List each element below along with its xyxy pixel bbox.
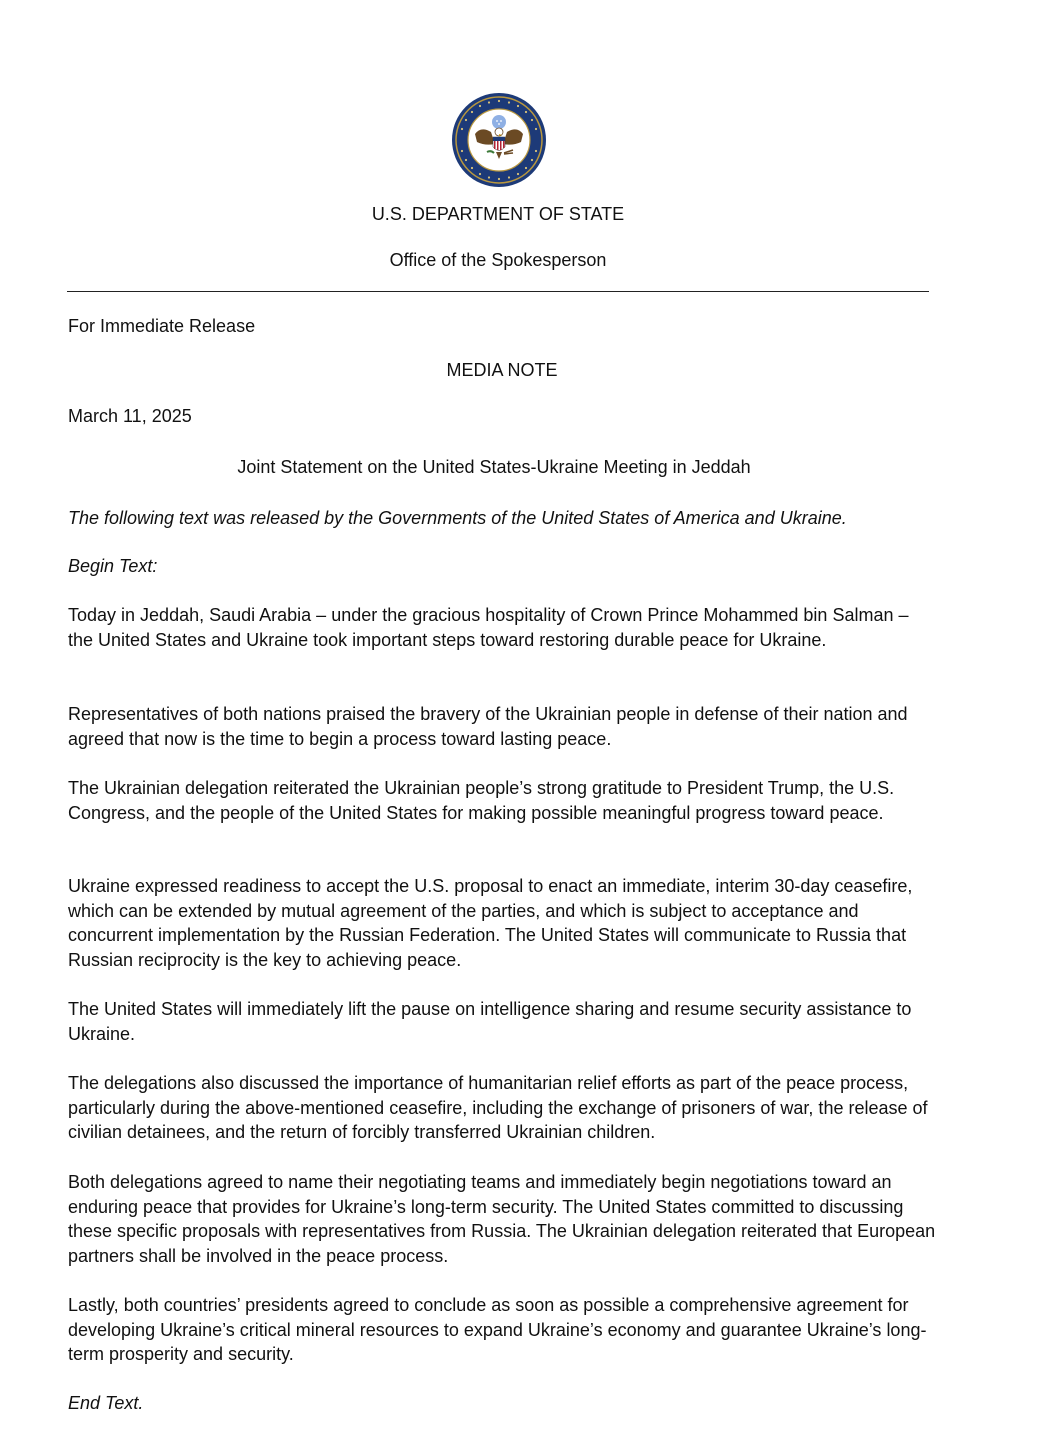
statement-title: Joint Statement on the United States-Ukraine Meeting in Jeddah (237, 457, 751, 477)
end-text-marker: End Text. (68, 1393, 144, 1413)
department-heading: U.S. DEPARTMENT OF STATE (371, 204, 625, 224)
department-of-state-seal-icon (451, 92, 547, 188)
body-paragraph: Ukraine expressed readiness to accept the U.S. proposal to enact an immediate, interim 30-day ceasefire, which can be extended by mutual agreement of the parties, and which is subject to acceptance and concurrent implementation by the Russian Federation. The United States will communicate to Russia that Russian reciprocity is the key to achieving peace. (68, 876, 913, 970)
body-paragraph: Representatives of both nations praised the bravery of the Ukrainian people in defense of their nation and agreed that now is the time to begin a process toward lasting peace. (68, 704, 908, 749)
body-paragraph: The United States will immediately lift the pause on intelligence sharing and resume security assistance to Ukraine. (68, 999, 912, 1044)
body-paragraph: Today in Jeddah, Saudi Arabia – under the gracious hospitality of Crown Prince Mohammed bin Salman – the United States and Ukraine took important steps toward restoring durable peace for Ukraine. (68, 605, 909, 650)
begin-text-marker: Begin Text: (68, 556, 158, 576)
note-type: MEDIA NOTE (446, 360, 558, 380)
body-paragraph: The Ukrainian delegation reiterated the Ukrainian people’s strong gratitude to President Trump, the U.S. Congress, and the people of the United States for making possible meaningful progress toward peace. (68, 778, 895, 823)
body-paragraph: Lastly, both countries’ presidents agreed to conclude as soon as possible a comprehensive agreement for developing Ukraine’s critical mineral resources to expand Ukraine’s economy and guarantee Ukraine’s long-term prosperity and security. (68, 1295, 927, 1364)
office-heading: Office of the Spokesperson (389, 250, 607, 270)
intro-text: The following text was released by the Governments of the United States of America and Ukraine. (68, 508, 847, 528)
body-paragraph: Both delegations agreed to name their negotiating teams and immediately begin negotiations toward an enduring peace that provides for Ukraine’s long-term security. The United States committed to discussing these specific proposals with representatives from Russia. The Ukrainian delegation reiterated that European partners shall be involved in the peace process. (68, 1172, 936, 1266)
header-divider (67, 291, 929, 292)
body-paragraph: The delegations also discussed the importance of humanitarian relief efforts as part of the peace process, particularly during the above-mentioned ceasefire, including the exchange of prisoners of war, the release of civilian detainees, and the return of forcibly transferred Ukrainian children. (68, 1073, 928, 1142)
release-type: For Immediate Release (68, 316, 256, 336)
release-date: March 11, 2025 (68, 406, 192, 426)
